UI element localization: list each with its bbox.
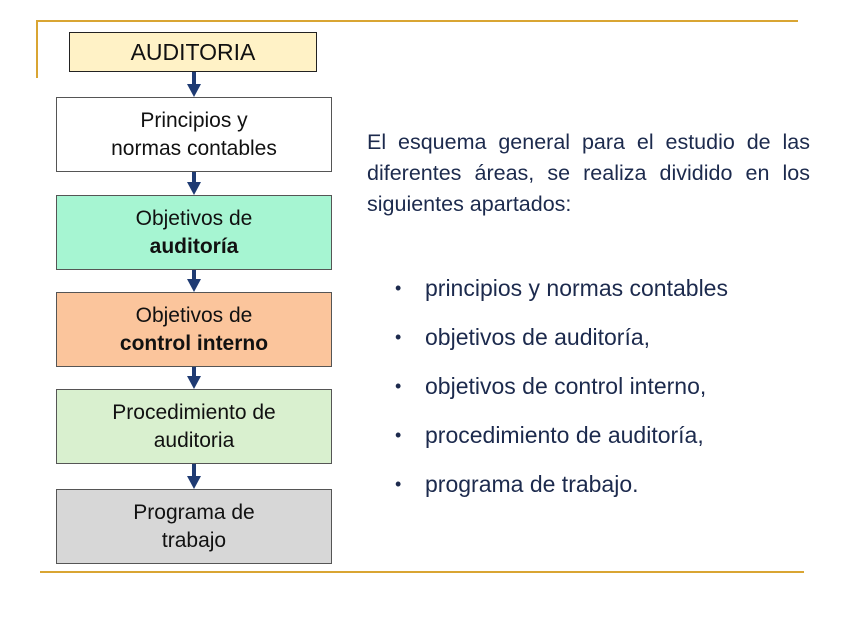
flow-box-programa (56, 489, 332, 564)
flow-box-objetivos-line2: auditoría (149, 234, 239, 258)
bottom-rule (40, 571, 804, 573)
flow-box-programa-line2: trabajo (161, 528, 227, 552)
flow-box-procedimiento-line2: auditoria (153, 428, 235, 452)
list-item (395, 370, 728, 419)
list-item-text: objetivos de auditoría, (425, 324, 651, 350)
flow-box-control-line2: control interno (119, 331, 269, 355)
bullet-icon: • (395, 376, 402, 396)
flow-box-objetivos (56, 195, 332, 270)
bullet-icon: • (395, 425, 402, 445)
flow-box-objetivos-line1: Objetivos de (135, 206, 253, 230)
flow-box-auditoria-label: AUDITORIA (130, 39, 256, 65)
list-item-text: objetivos de control interno, (425, 373, 707, 399)
flow-box-control-line1: Objetivos de (135, 303, 253, 327)
arrow-down-icon (186, 464, 202, 489)
bullet-icon: • (395, 327, 402, 347)
flow-box-auditoria (69, 32, 317, 72)
flow-box-control (56, 292, 332, 367)
left-rule (36, 20, 38, 78)
arrow-down-icon (186, 72, 202, 97)
arrow-down-icon (186, 367, 202, 389)
bullet-list (395, 272, 728, 517)
top-rule (36, 20, 798, 22)
list-item (395, 272, 728, 321)
bullet-icon: • (395, 474, 402, 494)
flow-box-principios (56, 97, 332, 172)
flow-box-procedimiento (56, 389, 332, 464)
arrow-down-icon (186, 270, 202, 292)
flow-box-principios-line1: Principios y (140, 108, 248, 132)
list-item-text: principios y normas contables (425, 275, 728, 301)
flow-box-programa-line1: Programa de (133, 500, 255, 524)
bullet-icon: • (395, 278, 402, 298)
list-item-text: programa de trabajo. (425, 471, 639, 497)
list-item (395, 468, 728, 517)
list-item (395, 419, 728, 468)
arrow-down-icon (186, 172, 202, 195)
intro-paragraph: El esquema general para el estudio de las diferentes áreas, se realiza dividido en los siguientes apartados: (367, 130, 810, 216)
list-item (395, 321, 728, 370)
flow-box-principios-line2: normas contables (111, 136, 277, 160)
flow-box-procedimiento-line1: Procedimiento de (112, 400, 276, 424)
list-item-text: procedimiento de auditoría, (425, 422, 704, 448)
